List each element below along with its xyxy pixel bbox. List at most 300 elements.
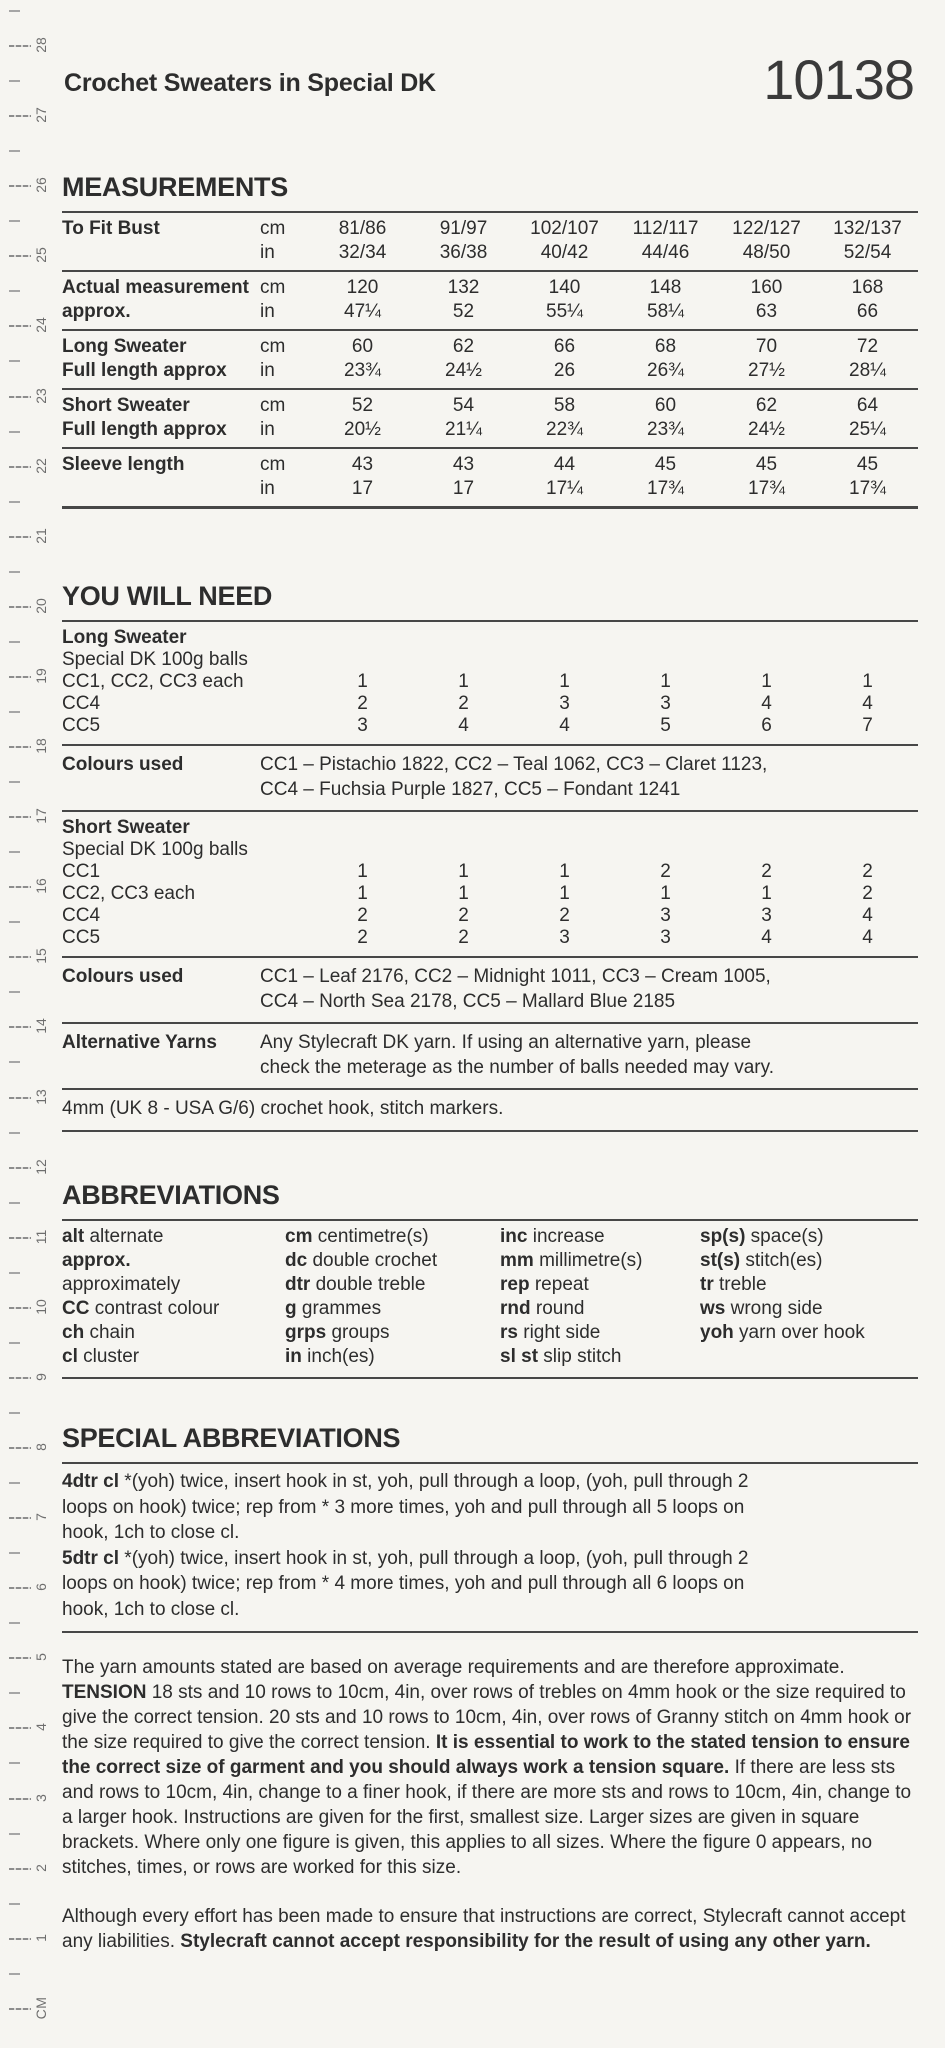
yarn-quantity: 1 bbox=[357, 861, 368, 882]
measurement-value: 44 bbox=[553, 454, 576, 475]
measurement-value: 17¾ bbox=[748, 478, 785, 499]
ruler-minor-tick bbox=[9, 1132, 20, 1134]
abbreviation-term: dtr bbox=[285, 1274, 311, 1295]
measurement-value-cell bbox=[817, 276, 918, 324]
text-segment: The yarn amounts stated are based on average requirements and are therefore approximate. bbox=[62, 1657, 845, 1678]
special-abbreviation-line: hook, 1ch to close cl. bbox=[62, 1522, 240, 1543]
yarn-quantity: 1 bbox=[458, 671, 469, 692]
measurement-value-cell bbox=[514, 276, 615, 324]
short-sweater-title: Short Sweater bbox=[62, 817, 190, 838]
ruler-number: 14 bbox=[33, 1018, 49, 1035]
measurements-row bbox=[62, 272, 918, 331]
short-sweater-yarn-type: Special DK 100g balls bbox=[62, 839, 248, 860]
measurement-value-cell bbox=[817, 453, 918, 501]
ruler-major-tick bbox=[9, 2008, 31, 2010]
ruler-major-tick bbox=[9, 1517, 31, 1519]
measurement-value-cell bbox=[615, 394, 716, 442]
ruler-number: 18 bbox=[33, 738, 49, 754]
alternative-yarns-line: check the meterage as the number of balls needed may vary. bbox=[260, 1057, 774, 1078]
abbreviation-term: dc bbox=[285, 1250, 308, 1271]
abbreviation-entry: in inch(es) bbox=[285, 1346, 375, 1367]
measurement-value: 26¾ bbox=[647, 360, 684, 381]
abbreviation-entry: ch chain bbox=[62, 1322, 135, 1343]
measurement-value: 120 bbox=[346, 277, 379, 298]
long-sweater-title: Long Sweater bbox=[62, 627, 187, 648]
yarn-quantity: 3 bbox=[559, 927, 570, 948]
measurement-value: 24½ bbox=[748, 419, 785, 440]
yarn-quantity: 1 bbox=[559, 671, 570, 692]
ruler-number: 13 bbox=[33, 1088, 49, 1105]
measurement-value: 17 bbox=[452, 478, 475, 499]
abbreviation-entry: sp(s) space(s) bbox=[700, 1226, 824, 1247]
ruler-major-tick bbox=[9, 1026, 31, 1028]
measurement-value: 48/50 bbox=[742, 242, 791, 263]
ruler-major-tick bbox=[9, 1237, 31, 1239]
ruler-minor-tick bbox=[9, 1202, 20, 1204]
yarn-colour-label: CC4 bbox=[62, 905, 101, 926]
abbreviation-term: ch bbox=[62, 1322, 85, 1343]
yarn-quantity-row bbox=[62, 883, 918, 905]
abbreviation-entry: tr treble bbox=[700, 1274, 767, 1295]
yarn-quantity: 4 bbox=[862, 905, 873, 926]
measurement-value-cell bbox=[817, 394, 918, 442]
yarn-colour-label: CC1, CC2, CC3 each bbox=[62, 671, 244, 692]
ruler-number: 11 bbox=[33, 1229, 49, 1244]
measurement-value: 58¼ bbox=[647, 301, 684, 322]
measurement-value-cell bbox=[312, 335, 413, 383]
measurement-label-line: Full length approx bbox=[62, 419, 227, 440]
measurement-unit: cm bbox=[260, 454, 286, 475]
measurement-value: 64 bbox=[856, 395, 879, 416]
ruler-minor-tick bbox=[9, 501, 20, 503]
ruler-unit-label: CM bbox=[33, 1996, 49, 2020]
page-title: Crochet Sweaters in Special DK bbox=[64, 69, 436, 97]
yarn-quantity: 3 bbox=[660, 693, 671, 714]
yarn-quantity-row bbox=[62, 693, 918, 715]
abbreviation-term: in bbox=[285, 1346, 302, 1367]
ruler-minor-tick bbox=[9, 431, 20, 433]
measurement-value-cell bbox=[514, 217, 615, 265]
measurement-label-line: approx. bbox=[62, 301, 131, 322]
yarn-quantity: 1 bbox=[357, 671, 368, 692]
abbreviation-entry: grps groups bbox=[285, 1322, 390, 1343]
measurement-value-cell bbox=[514, 453, 615, 501]
measurement-value-cell bbox=[615, 276, 716, 324]
yarn-quantity: 2 bbox=[458, 905, 469, 926]
yarn-quantity: 4 bbox=[458, 715, 469, 736]
measurement-value: 40/42 bbox=[540, 242, 589, 263]
measurement-value: 132/137 bbox=[833, 218, 902, 239]
yarn-quantity: 3 bbox=[559, 693, 570, 714]
measurement-value-cell bbox=[312, 217, 413, 265]
text-segment: 18 sts and 10 rows to 10cm, 4in, over rows of trebles on 4mm hook or the size required to give the correct tension. 20 sts and 10 rows to 10cm, 4in, over rows of Granny stitch on 4mm hook or the size required to give the correct tension. bbox=[62, 1682, 912, 1753]
ruler-number: 3 bbox=[33, 1793, 49, 1802]
measurement-value-cell bbox=[716, 453, 817, 501]
special-abbreviation-term: 4dtr cl bbox=[62, 1471, 120, 1492]
ruler-major-tick bbox=[9, 1657, 31, 1659]
abbreviation-term: mm bbox=[500, 1250, 534, 1271]
ruler-number: 19 bbox=[33, 668, 49, 684]
ruler-minor-tick bbox=[9, 991, 20, 993]
abbreviations-column bbox=[700, 1225, 918, 1369]
measurement-value: 43 bbox=[452, 454, 475, 475]
ruler-major-tick bbox=[9, 255, 31, 257]
yarn-quantity: 1 bbox=[559, 883, 570, 904]
special-abbreviation-line: hook, 1ch to close cl. bbox=[62, 1598, 240, 1620]
measurement-value: 52 bbox=[452, 301, 475, 322]
measurement-value-cell bbox=[312, 394, 413, 442]
ruler-minor-tick bbox=[9, 1762, 20, 1764]
special-abbreviation-line: 4dtr cl *(yoh) twice, insert hook in st, yoh, pull through a loop, (yoh, pull through 2 bbox=[62, 1471, 749, 1492]
yarn-quantity-row bbox=[62, 905, 918, 927]
yarn-colour-label: CC1 bbox=[62, 861, 101, 882]
yarn-quantity-row bbox=[62, 927, 918, 949]
ruler-number: 20 bbox=[33, 598, 49, 614]
measurement-value-cell bbox=[312, 276, 413, 324]
page-content bbox=[62, 0, 918, 1954]
alternative-yarns-text bbox=[260, 1030, 918, 1080]
ruler-number: 21 bbox=[33, 527, 49, 544]
ruler-number: 6 bbox=[33, 1583, 49, 1592]
abbreviation-term: cm bbox=[285, 1226, 313, 1247]
ruler-major-tick bbox=[9, 1377, 31, 1379]
colours-used-line: CC1 – Pistachio 1822, CC2 – Teal 1062, CC3 – Claret 1123, bbox=[260, 754, 768, 775]
abbreviation-term: cl bbox=[62, 1346, 78, 1367]
measurement-value-cell bbox=[817, 335, 918, 383]
ruler-major-tick bbox=[9, 1307, 31, 1309]
ruler-major-tick bbox=[9, 676, 31, 678]
special-abbreviation-line: loops on hook) twice; rep from * 3 more times, yoh and pull through all 5 loops on bbox=[62, 1496, 745, 1518]
ruler-number: 9 bbox=[33, 1373, 49, 1381]
short-sweater-yarn-block bbox=[62, 812, 918, 958]
yarn-quantity: 4 bbox=[559, 715, 570, 736]
yarn-quantity: 3 bbox=[660, 927, 671, 948]
measurement-unit: in bbox=[260, 478, 275, 499]
colours-used-label: Colours used bbox=[62, 754, 184, 775]
you-will-need-heading: YOU WILL NEED bbox=[62, 581, 273, 611]
measurement-unit: in bbox=[260, 242, 275, 263]
yarn-quantity: 2 bbox=[761, 861, 772, 882]
measurement-value: 20½ bbox=[344, 419, 381, 440]
abbreviations-section bbox=[62, 1180, 918, 1379]
abbreviation-entry: yoh yarn over hook bbox=[700, 1322, 865, 1343]
pattern-number: 10138 bbox=[763, 48, 914, 111]
yarn-quantity-row bbox=[62, 715, 918, 737]
long-sweater-quantities bbox=[62, 671, 918, 737]
abbreviation-entry: alt alternate bbox=[62, 1226, 164, 1247]
yarn-quantity: 2 bbox=[458, 693, 469, 714]
ruler-minor-tick bbox=[9, 290, 20, 292]
measurement-value: 66 bbox=[553, 336, 576, 357]
colours-used-line: CC4 – Fuchsia Purple 1827, CC5 – Fondant 1241 bbox=[260, 779, 681, 800]
ruler-number: 4 bbox=[33, 1723, 49, 1732]
abbreviation-term: yoh bbox=[700, 1322, 734, 1343]
measurement-value-cell bbox=[716, 335, 817, 383]
abbreviation-term: rs bbox=[500, 1322, 518, 1343]
measurement-value: 52/54 bbox=[843, 242, 892, 263]
long-sweater-yarn-type: Special DK 100g balls bbox=[62, 649, 248, 670]
ruler-minor-tick bbox=[9, 921, 20, 923]
ruler-minor-tick bbox=[9, 1482, 20, 1484]
hook-note: 4mm (UK 8 - USA G/6) crochet hook, stitch markers. bbox=[62, 1090, 918, 1132]
measurement-value-cell bbox=[413, 276, 514, 324]
page-header bbox=[62, 38, 918, 111]
measurement-value: 45 bbox=[755, 454, 778, 475]
ruler-number: 15 bbox=[33, 948, 49, 965]
yarn-quantity: 1 bbox=[357, 883, 368, 904]
measurement-value-cell bbox=[413, 453, 514, 501]
measurements-row bbox=[62, 331, 918, 390]
ruler-major-tick bbox=[9, 746, 31, 748]
measurement-label bbox=[62, 217, 260, 265]
measurement-value-cell bbox=[615, 453, 716, 501]
special-abbreviations-section bbox=[62, 1423, 918, 1633]
abbreviation-term: rep bbox=[500, 1274, 530, 1295]
colours-used-line: CC4 – North Sea 2178, CC5 – Mallard Blue 2185 bbox=[260, 991, 676, 1012]
measurement-value: 63 bbox=[755, 301, 778, 322]
yarn-quantity: 2 bbox=[458, 927, 469, 948]
ruler-number: 22 bbox=[33, 457, 49, 474]
cm-ruler bbox=[0, 0, 58, 2048]
abbreviations-column bbox=[285, 1225, 500, 1369]
yarn-quantity-row bbox=[62, 671, 918, 693]
measurement-value: 21¼ bbox=[445, 419, 482, 440]
ruler-minor-tick bbox=[9, 781, 20, 783]
ruler-major-tick bbox=[9, 185, 31, 187]
bold-text-segment: TENSION bbox=[62, 1682, 147, 1703]
abbreviation-term: grps bbox=[285, 1322, 327, 1343]
yarn-colour-label: CC5 bbox=[62, 927, 101, 948]
ruler-number: 8 bbox=[33, 1443, 49, 1451]
measurement-value: 47¼ bbox=[344, 301, 381, 322]
measurement-label bbox=[62, 394, 260, 442]
measurement-value: 32/34 bbox=[338, 242, 387, 263]
short-sweater-colours-row bbox=[62, 958, 918, 1024]
measurement-label-line: To Fit Bust bbox=[62, 218, 160, 239]
measurement-value: 60 bbox=[351, 336, 374, 357]
ruler-major-tick bbox=[9, 606, 31, 608]
measurement-value: 23¾ bbox=[647, 419, 684, 440]
measurement-units bbox=[260, 217, 312, 265]
ruler-number: 5 bbox=[33, 1653, 49, 1662]
measurements-row bbox=[62, 213, 918, 272]
measurement-unit: cm bbox=[260, 336, 286, 357]
short-sweater-quantities bbox=[62, 861, 918, 949]
yarn-quantity: 4 bbox=[862, 693, 873, 714]
alternative-yarns-label: Alternative Yarns bbox=[62, 1032, 217, 1053]
yarn-quantity: 2 bbox=[862, 861, 873, 882]
text-segment: If there are less sts and rows to 10cm, 4in, change to a finer hook, if there are more sts and rows to 10cm, 4in, change to a larger hook. Instructions are given for the first, smallest size. Larger sizes are given in square brackets. Where only one figure is given, this applies to all sizes. Where the figure 0 appears, no stitches, times, or rows are worked for this size. bbox=[62, 1757, 912, 1878]
ruler-minor-tick bbox=[9, 80, 20, 82]
abbreviation-term: st(s) bbox=[700, 1250, 741, 1271]
ruler-major-tick bbox=[9, 1587, 31, 1589]
ruler-minor-tick bbox=[9, 1552, 20, 1554]
abbreviation-term: inc bbox=[500, 1226, 528, 1247]
measurement-value-cell bbox=[514, 335, 615, 383]
measurement-label-line: Long Sweater bbox=[62, 336, 187, 357]
yarn-quantity: 5 bbox=[660, 715, 671, 736]
abbreviation-entry: rnd round bbox=[500, 1298, 585, 1319]
ruler-minor-tick bbox=[9, 571, 20, 573]
bold-text-segment: Stylecraft cannot accept responsibility for the result of using any other yarn. bbox=[180, 1931, 871, 1952]
measurement-value-cell bbox=[312, 453, 413, 501]
measurement-value: 23¾ bbox=[344, 360, 381, 381]
yarn-colour-label: CC2, CC3 each bbox=[62, 883, 196, 904]
measurement-units bbox=[260, 453, 312, 501]
ruler-number: 1 bbox=[33, 1933, 49, 1942]
ruler-minor-tick bbox=[9, 1342, 20, 1344]
yarn-quantity: 2 bbox=[357, 693, 368, 714]
bold-text-segment: It is essential to work to the stated tension to ensure the correct size of garment and you should always work a tension square. bbox=[62, 1732, 910, 1778]
tension-paragraph bbox=[62, 1655, 918, 1880]
measurement-value: 58 bbox=[553, 395, 576, 416]
measurement-value-cell bbox=[514, 394, 615, 442]
special-abbreviations-list bbox=[62, 1464, 918, 1633]
measurement-value-cell bbox=[716, 276, 817, 324]
ruler-major-tick bbox=[9, 816, 31, 818]
measurements-row bbox=[62, 390, 918, 449]
measurement-label-line: Short Sweater bbox=[62, 395, 190, 416]
ruler-minor-tick bbox=[9, 711, 20, 713]
measurement-label-line: Full length approx bbox=[62, 360, 227, 381]
ruler-major-tick bbox=[9, 1798, 31, 1800]
yarn-colour-label: CC4 bbox=[62, 693, 101, 714]
ruler-major-tick bbox=[9, 325, 31, 327]
long-sweater-yarn-block bbox=[62, 622, 918, 746]
measurement-units bbox=[260, 335, 312, 383]
measurement-value: 22¾ bbox=[546, 419, 583, 440]
measurement-value-cell bbox=[817, 217, 918, 265]
ruler-number: 2 bbox=[33, 1863, 49, 1872]
measurement-value-cell bbox=[615, 217, 716, 265]
measurement-units bbox=[260, 394, 312, 442]
yarn-quantity: 1 bbox=[660, 671, 671, 692]
ruler-minor-tick bbox=[9, 360, 20, 362]
measurement-unit: cm bbox=[260, 395, 286, 416]
ruler-number: 7 bbox=[33, 1513, 49, 1521]
ruler-minor-tick bbox=[9, 1622, 20, 1624]
ruler-number: 27 bbox=[33, 107, 49, 123]
abbreviation-term: sp(s) bbox=[700, 1226, 746, 1247]
measurements-table bbox=[62, 213, 918, 509]
colours-used-line: CC1 – Leaf 2176, CC2 – Midnight 1011, CC3 – Cream 1005, bbox=[260, 966, 771, 987]
yarn-quantity: 1 bbox=[559, 861, 570, 882]
ruler-major-tick bbox=[9, 1938, 31, 1940]
abbreviation-term: sl st bbox=[500, 1346, 539, 1367]
yarn-quantity: 1 bbox=[458, 883, 469, 904]
measurement-value-cell bbox=[716, 217, 817, 265]
measurement-value: 132 bbox=[447, 277, 480, 298]
abbreviation-entry: mm millimetre(s) bbox=[500, 1250, 643, 1271]
measurements-row bbox=[62, 449, 918, 509]
abbreviations-list bbox=[62, 1221, 918, 1379]
ruler-major-tick bbox=[9, 1097, 31, 1099]
ruler-major-tick bbox=[9, 45, 31, 47]
ruler-minor-tick bbox=[9, 641, 20, 643]
measurement-unit: in bbox=[260, 301, 275, 322]
measurement-label-line: Sleeve length bbox=[62, 454, 185, 475]
abbreviation-entry: rs right side bbox=[500, 1322, 601, 1343]
measurement-value-cell bbox=[413, 335, 514, 383]
measurement-value: 62 bbox=[755, 395, 778, 416]
measurement-unit: in bbox=[260, 360, 275, 381]
measurement-value: 17 bbox=[351, 478, 374, 499]
measurement-value: 112/117 bbox=[632, 218, 699, 239]
ruler-number: 25 bbox=[33, 247, 49, 264]
measurement-value: 72 bbox=[856, 336, 879, 357]
abbreviation-term: CC bbox=[62, 1298, 90, 1319]
measurement-value: 26 bbox=[553, 360, 576, 381]
ruler-minor-tick bbox=[9, 1061, 20, 1063]
colours-used-label: Colours used bbox=[62, 966, 184, 987]
measurement-units bbox=[260, 276, 312, 324]
ruler-number: 17 bbox=[33, 808, 49, 824]
ruler-minor-tick bbox=[9, 10, 20, 12]
measurement-label-line bbox=[62, 241, 260, 265]
measurement-value: 102/107 bbox=[530, 218, 599, 239]
measurement-value: 44/46 bbox=[641, 242, 690, 263]
measurement-value: 28¼ bbox=[849, 360, 886, 381]
ruler-minor-tick bbox=[9, 1973, 20, 1975]
measurement-value: 45 bbox=[654, 454, 677, 475]
measurement-value: 17¼ bbox=[546, 478, 583, 499]
abbreviation-entry: inc increase bbox=[500, 1226, 605, 1247]
measurement-label bbox=[62, 453, 260, 501]
measurement-value: 68 bbox=[654, 336, 677, 357]
measurement-value: 148 bbox=[649, 277, 682, 298]
ruler-minor-tick bbox=[9, 1272, 20, 1274]
long-sweater-colours-row bbox=[62, 746, 918, 812]
abbreviations-column bbox=[500, 1225, 700, 1369]
measurement-label-line bbox=[62, 477, 260, 501]
ruler-minor-tick bbox=[9, 1833, 20, 1835]
yarn-quantity: 7 bbox=[862, 715, 873, 736]
ruler-minor-tick bbox=[9, 1903, 20, 1905]
abbreviation-entry: cl cluster bbox=[62, 1346, 140, 1367]
ruler-minor-tick bbox=[9, 220, 20, 222]
abbreviation-term: ws bbox=[700, 1298, 726, 1319]
abbreviation-entry: dtr double treble bbox=[285, 1274, 426, 1295]
alternative-yarns-row bbox=[62, 1024, 918, 1090]
measurement-value: 62 bbox=[452, 336, 475, 357]
yarn-quantity: 4 bbox=[761, 927, 772, 948]
measurement-value: 81/86 bbox=[338, 218, 387, 239]
measurement-label-line: Actual measurement bbox=[62, 277, 249, 298]
measurement-value: 168 bbox=[851, 277, 884, 298]
measurement-unit: in bbox=[260, 419, 275, 440]
abbreviation-entry: CC contrast colour bbox=[62, 1298, 220, 1319]
measurement-label bbox=[62, 276, 260, 324]
measurement-value: 70 bbox=[755, 336, 778, 357]
measurement-value: 122/127 bbox=[732, 218, 801, 239]
measurement-value-cell bbox=[615, 335, 716, 383]
measurement-value-cell bbox=[413, 394, 514, 442]
measurement-value: 160 bbox=[750, 277, 783, 298]
abbreviation-term: approx. bbox=[62, 1250, 131, 1271]
ruler-number: 26 bbox=[33, 177, 49, 193]
measurement-unit: cm bbox=[260, 277, 286, 298]
yarn-quantity: 1 bbox=[761, 671, 772, 692]
special-abbreviation-line: loops on hook) twice; rep from * 4 more times, yoh and pull through all 6 loops on bbox=[62, 1573, 745, 1594]
yarn-quantity: 6 bbox=[761, 715, 772, 736]
abbreviation-entry: dc double crochet bbox=[285, 1250, 438, 1271]
abbreviation-entry: cm centimetre(s) bbox=[285, 1226, 429, 1247]
ruler-minor-tick bbox=[9, 150, 20, 152]
measurement-value: 60 bbox=[654, 395, 677, 416]
yarn-quantity: 4 bbox=[862, 927, 873, 948]
measurement-value: 91/97 bbox=[439, 218, 488, 239]
measurement-value: 27½ bbox=[748, 360, 785, 381]
